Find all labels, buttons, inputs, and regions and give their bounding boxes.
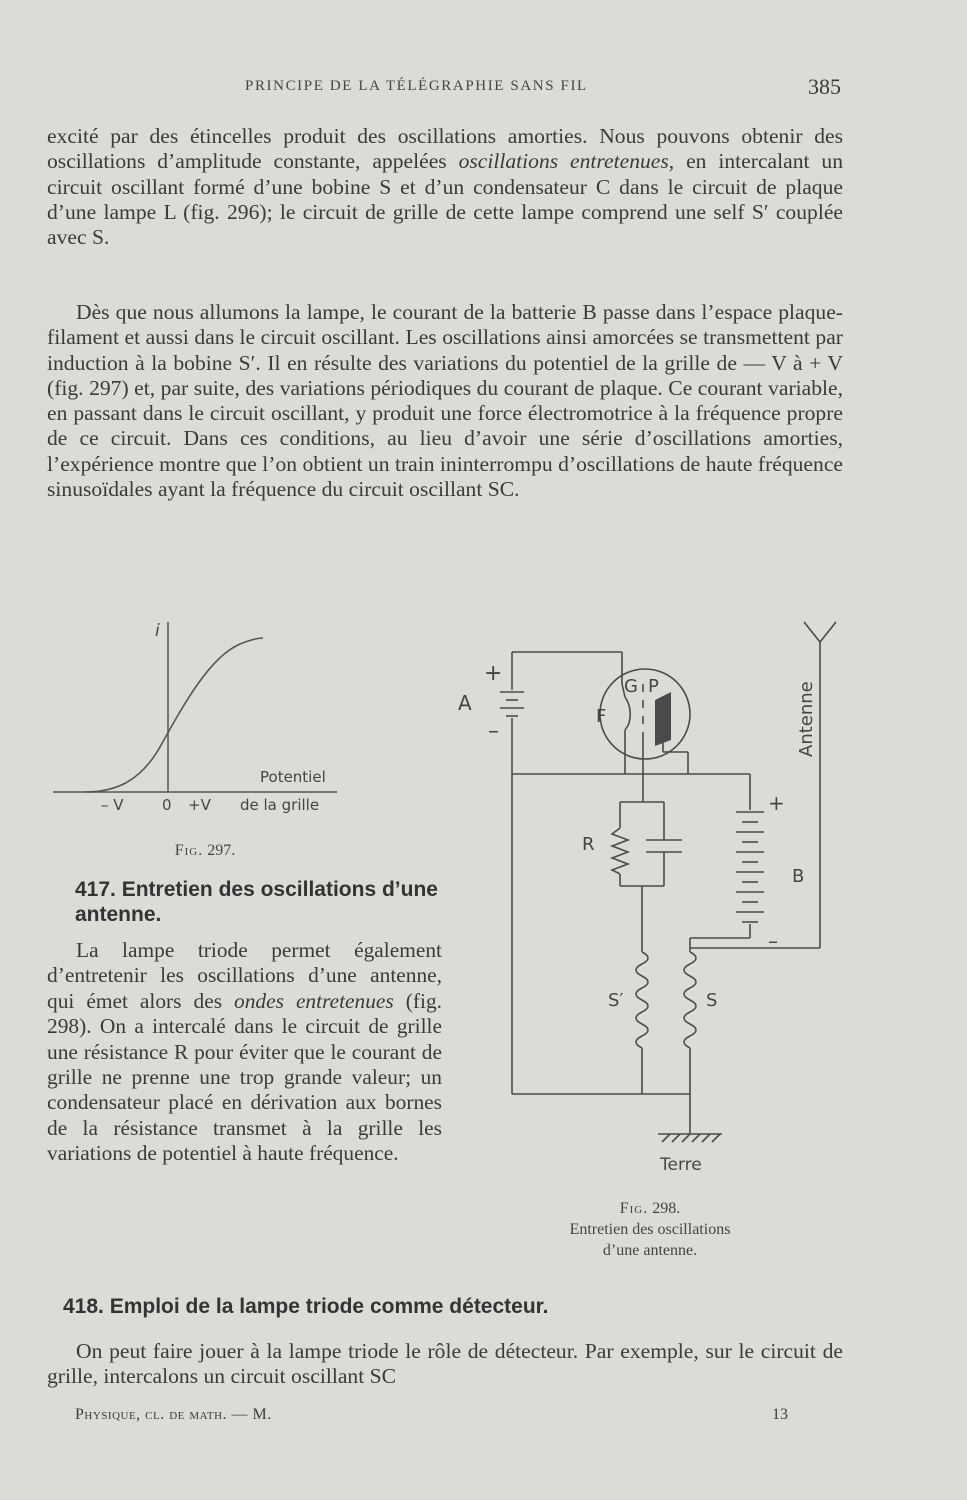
- label-battery-a-minus: –: [488, 719, 499, 744]
- para2-text: Dès que nous allumons la lampe, le courant de la batterie B passe dans l’espace plaque-filament et aussi dans le circuit oscillant. Les oscillations ainsi amorcées se transmettent par induction à la bobine S′. Il en résulte des variations du potentiel de la grille de — V à + V (fig. 297) et, par suite, des variations périodiques du courant de plaque. Ce courant variable, en passant dans le circuit oscillant, y produit une force électromotrice à la fréquence propre de ce circuit. Dans ces conditions, au lieu d’avoir une série d’oscillations amorties, l’expérience montre que l’on obtient un train ininterrompu d’oscillations de haute fréquence sinusoïdales ayant la fréquence du circuit oscillant SC.: [47, 300, 843, 502]
- label-filament: F: [596, 706, 607, 727]
- para1-text-a: excité par des étincelles produit des oscillations amorties. Nous pouvons obtenir des oscillations d’amplitude constante, appelées: [47, 124, 843, 174]
- fig297-caption-fig: Fig.: [174, 842, 204, 859]
- fig298-caption-fig: Fig.: [619, 1200, 649, 1217]
- label-antenne: Antenne: [796, 681, 817, 757]
- ground-hatch-3: [682, 1134, 690, 1142]
- fig297-x-label-2: de la grille: [240, 796, 320, 814]
- antenna-arm-left: [804, 622, 820, 642]
- ground-hatch-1: [662, 1134, 670, 1142]
- coil-s-prime: [636, 952, 648, 1048]
- fig297-caption-num: 297.: [207, 842, 236, 859]
- figure-297-graph: [45, 612, 345, 827]
- fig297-tick-plus-v: +V: [188, 796, 211, 814]
- footer-signature: 13: [772, 1406, 788, 1423]
- paragraph-explanation: [47, 300, 843, 502]
- label-terre: Terre: [660, 1155, 702, 1175]
- label-plate: P: [648, 676, 659, 697]
- fig297-x-label-1: Potentiel: [260, 768, 326, 786]
- label-resistor-r: R: [582, 834, 595, 855]
- page-number: 385: [808, 74, 841, 99]
- fig297-y-label: i: [155, 621, 160, 641]
- ground-hatch-4: [692, 1134, 700, 1142]
- ground-hatch-2: [672, 1134, 680, 1142]
- label-battery-a-plus: +: [484, 661, 503, 686]
- section-418-body: [47, 1339, 843, 1390]
- triode-plate: [655, 692, 671, 746]
- fig298-caption: [500, 1198, 800, 1261]
- label-battery-b-minus: –: [768, 929, 778, 953]
- antenna-arm-right: [820, 622, 836, 642]
- section-417-title: Entretien des oscillations d’une antenne.: [75, 878, 438, 926]
- fig297-tick-minus-v: – V: [101, 796, 124, 814]
- fig298-caption-line-1: Entretien des oscillations: [569, 1221, 731, 1238]
- para1-emphasis: oscillations entretenues: [458, 149, 669, 174]
- triode-tube: [600, 669, 690, 759]
- paragraph-intro: [47, 124, 843, 250]
- section-417-number: 417.: [75, 878, 116, 901]
- section-418-heading: [63, 1295, 853, 1319]
- section-417-body: [47, 938, 442, 1167]
- coil-s: [684, 952, 696, 1048]
- running-header: PRINCIPE DE LA TÉLÉGRAPHIE SANS FIL: [245, 78, 588, 94]
- label-battery-a: A: [458, 691, 472, 715]
- fig297-curve: [85, 638, 263, 792]
- fig297-tick-zero: 0: [162, 796, 172, 814]
- figure-298-circuit: [450, 612, 840, 1182]
- triode-filament: [625, 697, 630, 730]
- para1-text-b: , en intercalant un circuit oscillant formé d’une bobine S et d’un condensateur C dans le circuit de plaque d’une lampe L (fig. 296); le circuit de grille de cette lampe comprend une self S′ couplée avec S.: [47, 149, 843, 250]
- footer-book-title: Physique, cl. de math. — M.: [75, 1406, 272, 1423]
- label-battery-b: B: [792, 866, 805, 887]
- label-coil-s-prime: S′: [608, 990, 624, 1011]
- section-417-text-b: (fig. 298). On a intercalé dans le circuit de grille une résistance R pour éviter que le courant de grille ne prenne une trop grande valeur; un condensateur placé en dérivation aux bornes de la résistance transmet à la grille les variations de potentiel à haute fréquence.: [47, 988, 442, 1166]
- fig298-caption-line-2: d’une antenne.: [602, 1242, 698, 1259]
- section-417-heading: [75, 877, 447, 927]
- section-417-emphasis: ondes entretenues: [234, 988, 394, 1013]
- section-418-number: 418.: [63, 1295, 104, 1318]
- section-417-text-a: La lampe triode permet également d’entretenir les oscillations d’une antenne, qui émet alors des: [47, 938, 442, 1013]
- label-coil-s: S: [706, 990, 718, 1011]
- ground-hatch-6: [712, 1134, 720, 1142]
- fig298-caption-num: 298.: [652, 1200, 681, 1217]
- label-battery-b-plus: +: [768, 791, 785, 815]
- section-418-text: On peut faire jouer à la lampe triode le rôle de détecteur. Par exemple, sur le circuit de grille, intercalons un circuit oscillant SC: [47, 1339, 843, 1389]
- label-grid: G: [624, 676, 638, 697]
- section-418-title: Emploi de la lampe triode comme détecteur.: [109, 1295, 549, 1318]
- fig297-caption: [130, 840, 280, 861]
- ground-hatch-5: [702, 1134, 710, 1142]
- resistor-r: [612, 828, 628, 874]
